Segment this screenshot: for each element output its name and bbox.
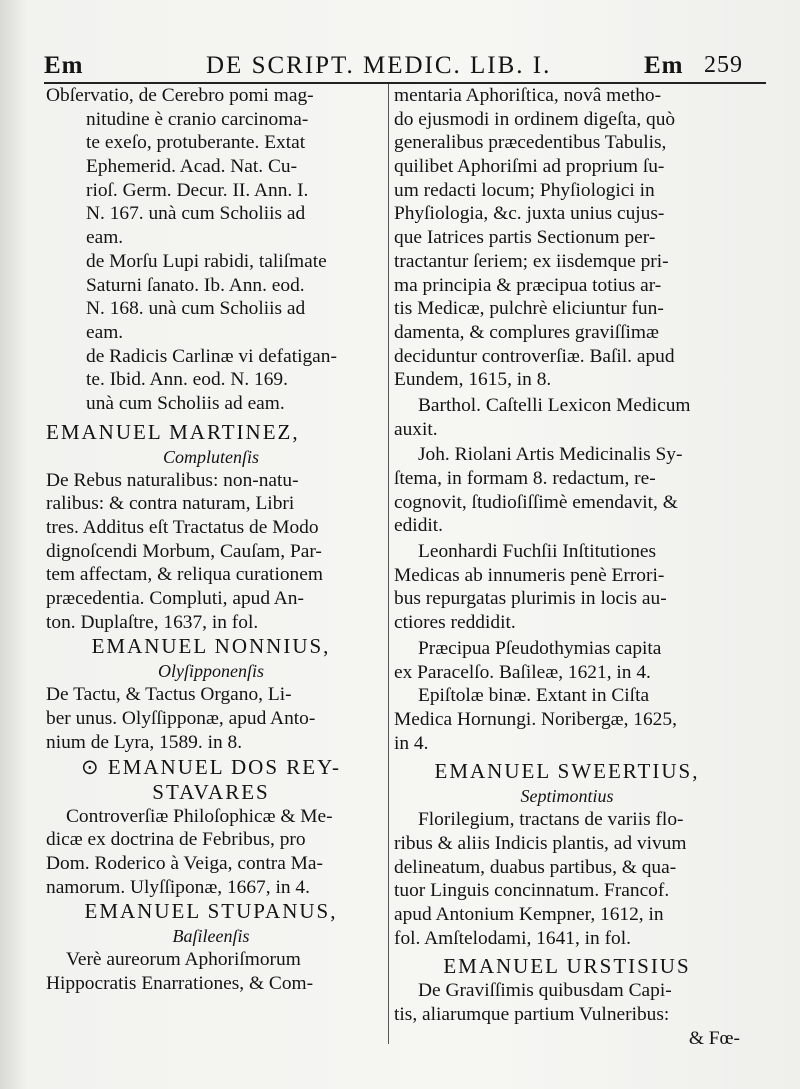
text-line: auxit.: [394, 418, 438, 440]
entry-riolani: [394, 443, 740, 538]
text-line: Joh. Riolani Artis Medicinalis Sy-: [418, 444, 683, 466]
text-line: ma principia & præcipua totius ar-: [394, 274, 662, 296]
text-line: unà cum Scholiis ad eam.: [86, 392, 285, 414]
header-right-word: Em: [644, 52, 684, 79]
text-line: apud Antonium Kempner, 1612, in: [394, 904, 664, 925]
text-line: Medica Hornungi. Noribergæ, 1625,: [394, 708, 677, 730]
text-line: N. 167. unà cum Scholiis ad: [86, 203, 306, 225]
entry-nonnius: [46, 683, 376, 754]
text-line: um redacti locum; Phyſiologici in: [394, 179, 655, 201]
text-line: de Morſu Lupi rabidi, taliſmate: [86, 250, 327, 272]
entry-epistolae: [394, 684, 740, 755]
author-heading-reystavares-cont: STAVARES: [152, 779, 270, 804]
text-line: cognovit, ſtudioſiſſimè emendavit, &: [394, 491, 678, 513]
text-line: ex Paracelſo. Baſileæ, 1621, in 4.: [394, 661, 651, 683]
text-line: ſtema, in formam 8. redactum, re-: [394, 468, 656, 489]
catchword: & Fœ-: [688, 1027, 740, 1049]
entry-castelli: [394, 394, 740, 441]
text-line: ton. Duplaſtre, 1637, in fol.: [46, 611, 259, 633]
text-line: de Radicis Carlinæ vi defatigan-: [86, 345, 337, 367]
text-line: Medicas ab innumeris penè Errori-: [394, 564, 665, 586]
running-header: [44, 52, 764, 82]
text-line: tuor Linguis concinnatum. Francof.: [394, 880, 670, 902]
entry-stupanus-continued: [394, 84, 740, 392]
header-title: DE SCRIPT. MEDIC. LIB. I.: [206, 52, 552, 79]
text-line: tractantur ſeriem; ex iisdemque pri-: [394, 250, 669, 272]
text-line: præcedentia. Compluti, apud An-: [46, 588, 304, 610]
text-line: ctiores reddidit.: [394, 612, 516, 634]
text-line: fol. Amſtelodami, 1641, in fol.: [394, 927, 631, 949]
text-line: De Graviſſimis quibusdam Capi-: [418, 980, 672, 1002]
entry-paracelso: [394, 637, 740, 684]
text-line: De Rebus naturalibus: non-natu-: [46, 469, 299, 491]
author-heading-stupanus: EMANUEL STUPANUS,: [84, 899, 338, 924]
page-number: 259: [704, 52, 743, 78]
text-line: te exeſo, protuberante. Extat: [86, 132, 306, 154]
text-line: Epiſtolæ binæ. Extant in Ciſta: [418, 685, 650, 707]
text-line: nium de Lyra, 1589. in 8.: [46, 731, 243, 753]
text-line: Leonhardi Fuchſii Inſtitutiones: [418, 541, 657, 563]
text-line: quilibet Aphoriſmi ad proprium ſu-: [394, 156, 665, 178]
header-left-word: Em: [44, 52, 84, 79]
text-line: Obſervatio, de Cerebro pomi mag-: [46, 85, 314, 106]
author-heading-martinez: EMANUEL MARTINEZ,: [46, 419, 300, 444]
text-line: N. 168. unà cum Scholiis ad: [86, 298, 306, 320]
author-heading-nonnius: EMANUEL NONNIUS,: [91, 634, 331, 659]
text-line: Florilegium, tractans de variis flo-: [418, 809, 684, 831]
text-line: damenta, & complures graviſſimæ: [394, 321, 659, 343]
left-column: [46, 84, 376, 996]
author-origin-stupanus: Baſileenſis: [172, 926, 250, 947]
text-line: tis Medicæ, pulchrè eliciuntur fun-: [394, 298, 664, 320]
text-line: Saturni ſanato. Ib. Ann. eod.: [86, 274, 305, 296]
author-origin-sweertius: Septimontius: [520, 786, 614, 807]
text-line: tres. Additus eſt Tractatus de Modo: [46, 517, 319, 538]
text-line: nitudine è cranio carcinoma-: [86, 108, 309, 130]
entry-sweertius: [394, 808, 740, 950]
entry-martinez: [46, 469, 376, 635]
author-heading-urstisius: EMANUEL URSTISIUS: [443, 954, 691, 979]
text-line: rioſ. Germ. Decur. II. Ann. I.: [86, 179, 309, 201]
text-line: bus repurgatas plurimis in locis au-: [394, 588, 667, 610]
text-line: do ejusmodi in ordinem digeſta, quò: [394, 108, 676, 130]
text-line: Verè aureorum Aphoriſmorum: [66, 949, 301, 971]
author-heading-sweertius: EMANUEL SWEERTIUS,: [434, 759, 700, 784]
text-line: tem affectam, & reliqua curationem: [46, 564, 323, 586]
author-heading-reystavares: ⊙ EMANUEL DOS REY-: [81, 754, 341, 779]
text-line: De Tactu, & Tactus Organo, Li-: [46, 684, 292, 706]
text-line: Hippocratis Enarrationes, & Com-: [46, 972, 314, 994]
text-line: Barthol. Caſtelli Lexicon Medicum: [418, 394, 691, 416]
right-column: [394, 84, 740, 1050]
text-line: mentaria Aphoriſtica, novâ metho-: [394, 85, 662, 106]
text-line: delineatum, duabus partibus, & qua-: [394, 856, 677, 878]
entry-observatio: [46, 84, 376, 416]
text-line: ralibus: & contra naturam, Libri: [46, 493, 295, 515]
entry-fuchsii: [394, 540, 740, 635]
text-line: Phyſiologia, &c. juxta unius cujus-: [394, 203, 665, 225]
entry-stupanus: [46, 948, 376, 995]
text-line: generalibus præcedentibus Tabulis,: [394, 132, 667, 154]
entry-urstisius: [394, 979, 740, 1050]
text-line: ber unus. Olyſſipponæ, apud Anto-: [46, 708, 316, 730]
text-line: Eundem, 1615, in 8.: [394, 369, 552, 391]
text-line: que Iatrices partis Sectionum per-: [394, 227, 656, 249]
text-line: namorum. Ulyſſiponæ, 1667, in 4.: [46, 876, 310, 898]
author-origin-nonnius: Olyſipponenſis: [158, 661, 264, 682]
text-line: in 4.: [394, 732, 429, 754]
text-line: tis, aliarumque partium Vulneribus:: [394, 1004, 670, 1026]
column-divider: [388, 84, 389, 1044]
text-line: Ephemerid. Acad. Nat. Cu-: [86, 156, 298, 178]
entry-reystavares: [46, 805, 376, 900]
text-line: eam.: [86, 321, 124, 343]
text-line: edidit.: [394, 515, 444, 537]
text-line: deciduntur controverſiæ. Baſil. apud: [394, 345, 675, 367]
text-line: Præcipua Pſeudothymias capita: [418, 637, 662, 659]
text-line: Controverſiæ Philoſophicæ & Me-: [66, 805, 333, 827]
text-line: Dom. Roderico à Veiga, contra Ma-: [46, 852, 323, 874]
text-line: dignoſcendi Morbum, Cauſam, Par-: [46, 540, 322, 562]
author-origin-martinez: Complutenſis: [162, 446, 259, 467]
text-line: eam.: [86, 227, 124, 249]
text-line: dicæ ex doctrina de Febribus, pro: [46, 829, 306, 851]
text-line: ribus & aliis Indicis plantis, ad vivum: [394, 832, 687, 854]
text-line: te. Ibid. Ann. eod. N. 169.: [86, 369, 288, 391]
